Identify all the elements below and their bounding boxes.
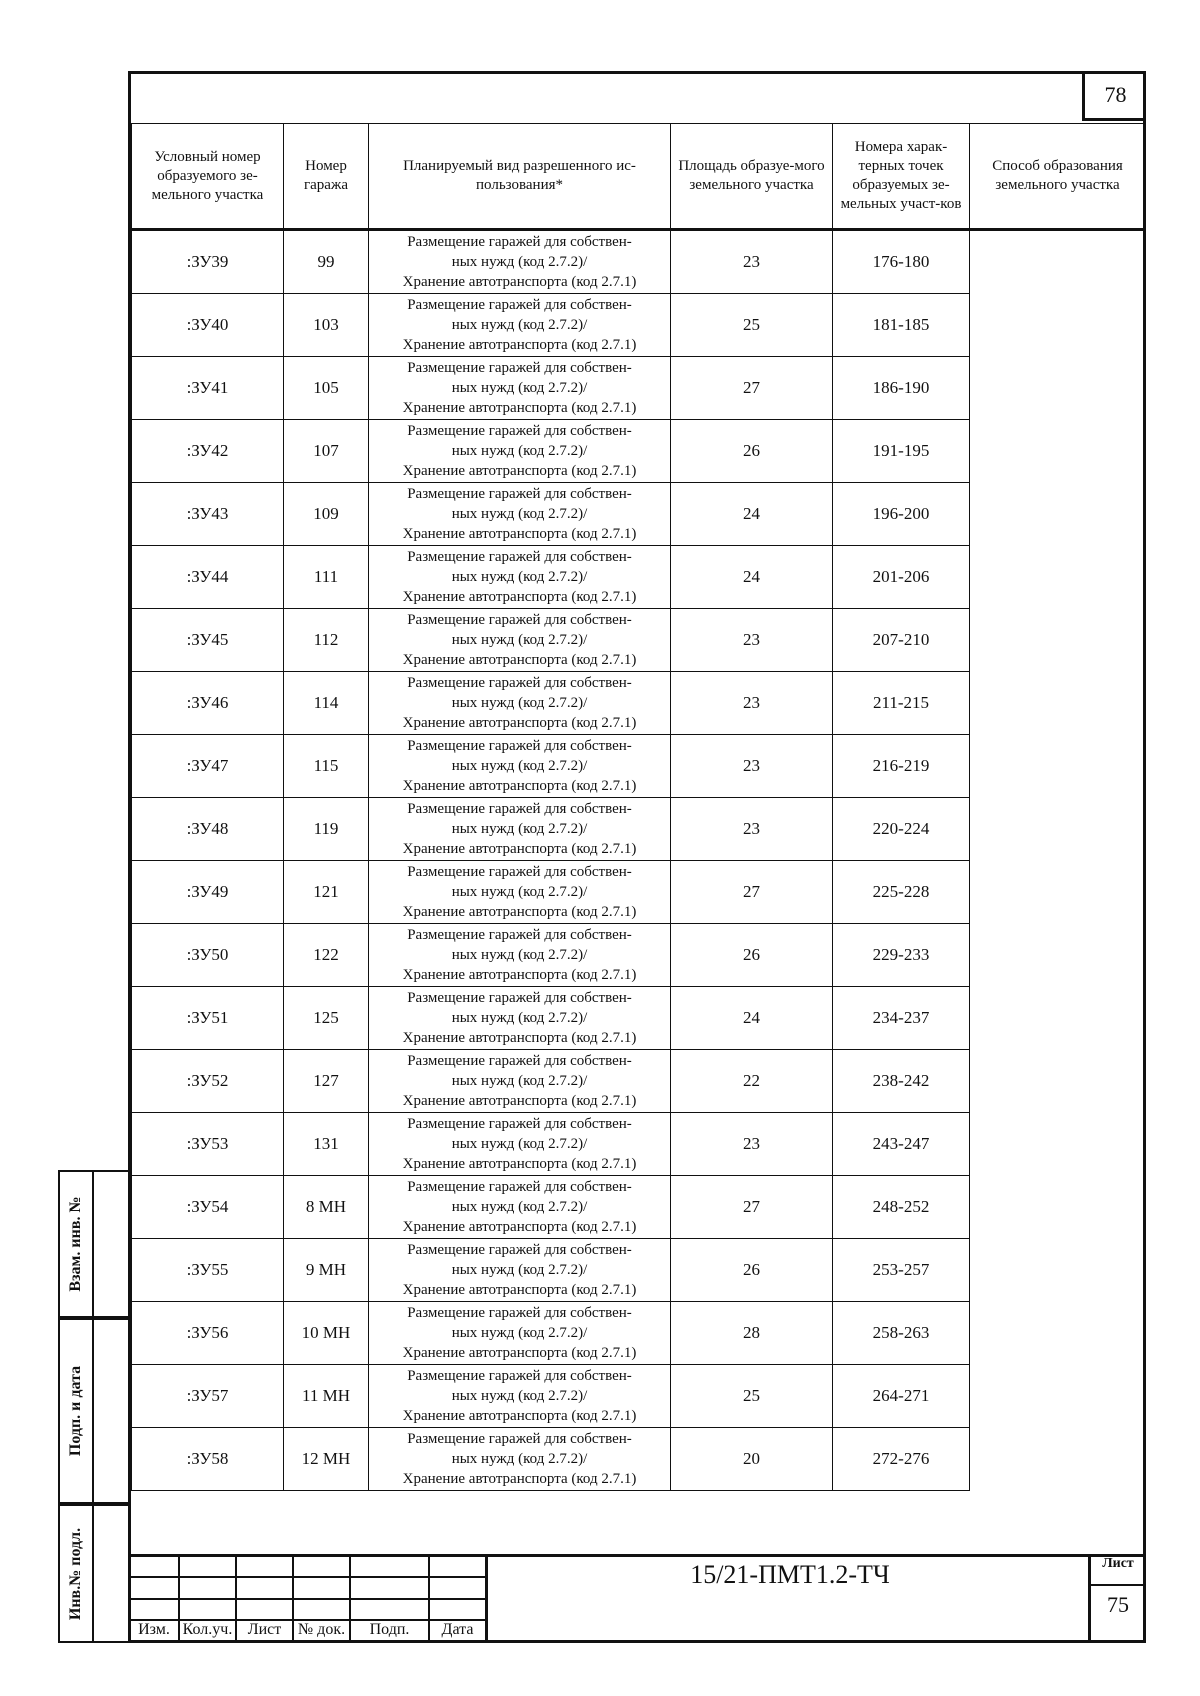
cell-garage-number: 8 МН [284,1176,369,1239]
permitted-use-line: Хранение автотранспорта (код 2.7.1) [402,778,637,794]
cell-formation-method [970,1113,1146,1176]
table-row [132,1050,1146,1113]
cell-permitted-use [369,1113,671,1176]
cell-points: 229-233 [833,924,970,987]
cell-plot-id: :ЗУ47 [132,735,284,798]
cell-points: 186-190 [833,357,970,420]
cell-formation-method [970,1428,1146,1491]
permitted-use-line: Размещение гаражей для собствен- [407,990,632,1006]
permitted-use-line: ных нужд (код 2.7.2)/ [451,254,588,270]
permitted-use-line: ных нужд (код 2.7.2)/ [451,443,588,459]
cell-permitted-use [369,1239,671,1302]
permitted-use-line: ных нужд (код 2.7.2)/ [451,1199,588,1215]
header-area: Площадь образуе-мого земельного участка [671,124,833,230]
permitted-use-line: Хранение автотранспорта (код 2.7.1) [402,1093,637,1109]
cell-plot-id: :ЗУ44 [132,546,284,609]
cell-plot-id: :ЗУ48 [132,798,284,861]
cell-area: 22 [671,1050,833,1113]
cell-points: 207-210 [833,609,970,672]
caption-signature: Подп. [369,1621,410,1638]
cell-plot-id: :ЗУ51 [132,987,284,1050]
cell-formation-method [970,609,1146,672]
cell-permitted-use [369,483,671,546]
cell-garage-number: 119 [284,798,369,861]
cell-area: 20 [671,1428,833,1491]
permitted-use-line: Хранение автотранспорта (код 2.7.1) [402,463,637,479]
cell-area: 23 [671,735,833,798]
cell-area: 26 [671,420,833,483]
table-row [132,924,1146,987]
sheet-label: Лист [1102,1556,1134,1571]
table-row [132,420,1146,483]
cell-garage-number: 125 [284,987,369,1050]
cell-points: 220-224 [833,798,970,861]
permitted-use-line: ных нужд (код 2.7.2)/ [451,758,588,774]
table-row [132,357,1146,420]
sheet-number: 75 [1107,1592,1129,1617]
cell-permitted-use [369,230,671,294]
document-code: 15/21-ПМТ1.2-ТЧ [690,1560,890,1589]
cell-permitted-use [369,1365,671,1428]
header-permitted-use: Планируемый вид разрешенного ис-пользования* [369,124,671,230]
permitted-use-line: ных нужд (код 2.7.2)/ [451,947,588,963]
cell-permitted-use [369,672,671,735]
header-formation-method: Способ образования земельного участка [970,124,1146,230]
cell-permitted-use [369,1428,671,1491]
permitted-use-line: ных нужд (код 2.7.2)/ [451,380,588,396]
cell-permitted-use [369,924,671,987]
cell-plot-id: :ЗУ39 [132,230,284,294]
cell-area: 25 [671,1365,833,1428]
signature-date-box [58,1318,128,1504]
permitted-use-line: Хранение автотранспорта (код 2.7.1) [402,337,637,353]
permitted-use-line: ных нужд (код 2.7.2)/ [451,1073,588,1089]
permitted-use-line: Хранение автотранспорта (код 2.7.1) [402,526,637,542]
cell-points: 225-228 [833,861,970,924]
cell-permitted-use [369,609,671,672]
permitted-use-line: Размещение гаражей для собствен- [407,927,632,943]
cell-plot-id: :ЗУ53 [132,1113,284,1176]
permitted-use-line: Хранение автотранспорта (код 2.7.1) [402,1156,637,1172]
cell-garage-number: 11 МН [284,1365,369,1428]
caption-sheet: Лист [247,1621,282,1638]
cell-garage-number: 121 [284,861,369,924]
original-inventory-label: Инв.№ подл. [67,1527,84,1620]
permitted-use-line: Хранение автотранспорта (код 2.7.1) [402,841,637,857]
table-row [132,1113,1146,1176]
cell-garage-number: 114 [284,672,369,735]
cell-plot-id: :ЗУ55 [132,1239,284,1302]
cell-garage-number: 10 МН [284,1302,369,1365]
table-row [132,483,1146,546]
cell-points: 253-257 [833,1239,970,1302]
caption-count: Кол.уч. [182,1621,233,1638]
permitted-use-line: ных нужд (код 2.7.2)/ [451,1136,588,1152]
permitted-use-line: Размещение гаражей для собствен- [407,675,632,691]
permitted-use-line: Хранение автотранспорта (код 2.7.1) [402,715,637,731]
cell-formation-method [970,357,1146,420]
table-row [132,230,1146,294]
cell-points: 201-206 [833,546,970,609]
cell-formation-method [970,230,1146,294]
permitted-use-line: ных нужд (код 2.7.2)/ [451,1451,588,1467]
table-row [132,609,1146,672]
permitted-use-line: ных нужд (код 2.7.2)/ [451,1262,588,1278]
cell-plot-id: :ЗУ43 [132,483,284,546]
cell-area: 23 [671,1113,833,1176]
table-row [132,987,1146,1050]
cell-formation-method [970,987,1146,1050]
cell-plot-id: :ЗУ42 [132,420,284,483]
permitted-use-line: Размещение гаражей для собствен- [407,1242,632,1258]
cell-garage-number: 99 [284,230,369,294]
cell-points: 243-247 [833,1113,970,1176]
cell-area: 27 [671,1176,833,1239]
cell-formation-method [970,420,1146,483]
land-plots-table [131,123,1146,1491]
cell-area: 27 [671,357,833,420]
cell-area: 25 [671,294,833,357]
permitted-use-line: Размещение гаражей для собствен- [407,234,632,250]
permitted-use-line: Размещение гаражей для собствен- [407,297,632,313]
permitted-use-line: Хранение автотранспорта (код 2.7.1) [402,589,637,605]
cell-formation-method [970,735,1146,798]
cell-points: 211-215 [833,672,970,735]
cell-area: 26 [671,924,833,987]
permitted-use-line: Размещение гаражей для собствен- [407,1305,632,1321]
original-inventory-box [58,1504,128,1643]
permitted-use-line: ных нужд (код 2.7.2)/ [451,1388,588,1404]
cell-points: 234-237 [833,987,970,1050]
permitted-use-line: Хранение автотранспорта (код 2.7.1) [402,967,637,983]
cell-garage-number: 111 [284,546,369,609]
cell-plot-id: :ЗУ52 [132,1050,284,1113]
cell-formation-method [970,924,1146,987]
cell-points: 272-276 [833,1428,970,1491]
permitted-use-line: Размещение гаражей для собствен- [407,360,632,376]
cell-permitted-use [369,294,671,357]
cell-permitted-use [369,735,671,798]
cell-formation-method [970,798,1146,861]
cell-plot-id: :ЗУ54 [132,1176,284,1239]
permitted-use-line: Размещение гаражей для собствен- [407,612,632,628]
cell-garage-number: 12 МН [284,1428,369,1491]
cell-formation-method [970,672,1146,735]
cell-garage-number: 107 [284,420,369,483]
replacement-inventory-label: Взам. инв. № [67,1196,84,1292]
cell-permitted-use [369,861,671,924]
cell-garage-number: 103 [284,294,369,357]
permitted-use-line: Хранение автотранспорта (код 2.7.1) [402,652,637,668]
cell-plot-id: :ЗУ49 [132,861,284,924]
cell-plot-id: :ЗУ45 [132,609,284,672]
cell-plot-id: :ЗУ41 [132,357,284,420]
cell-formation-method [970,1176,1146,1239]
cell-garage-number: 105 [284,357,369,420]
header-points: Номера харак-терных точек образуемых зе-мельных участ-ков [833,124,970,230]
cell-area: 24 [671,987,833,1050]
permitted-use-line: Хранение автотранспорта (код 2.7.1) [402,274,637,290]
permitted-use-line: ных нужд (код 2.7.2)/ [451,317,588,333]
table-row [132,1176,1146,1239]
cell-garage-number: 122 [284,924,369,987]
permitted-use-line: Размещение гаражей для собствен- [407,549,632,565]
permitted-use-line: Размещение гаражей для собствен- [407,864,632,880]
cell-garage-number: 131 [284,1113,369,1176]
table-row [132,1365,1146,1428]
permitted-use-line: Размещение гаражей для собствен- [407,1368,632,1384]
cell-area: 23 [671,230,833,294]
permitted-use-line: ных нужд (код 2.7.2)/ [451,1325,588,1341]
table-header-row [132,124,1146,230]
cell-formation-method [970,294,1146,357]
cell-formation-method [970,1365,1146,1428]
cell-garage-number: 112 [284,609,369,672]
permitted-use-line: Размещение гаражей для собствен- [407,1116,632,1132]
permitted-use-line: Хранение автотранспорта (код 2.7.1) [402,1408,637,1424]
permitted-use-line: ных нужд (код 2.7.2)/ [451,569,588,585]
table-row [132,1239,1146,1302]
page-number: 78 [1082,71,1146,121]
cell-garage-number: 115 [284,735,369,798]
cell-area: 28 [671,1302,833,1365]
cell-permitted-use [369,1302,671,1365]
caption-change: Изм. [138,1621,170,1638]
cell-points: 216-219 [833,735,970,798]
permitted-use-line: Размещение гаражей для собствен- [407,486,632,502]
cell-points: 264-271 [833,1365,970,1428]
cell-permitted-use [369,1050,671,1113]
cell-plot-id: :ЗУ58 [132,1428,284,1491]
permitted-use-line: Хранение автотранспорта (код 2.7.1) [402,1030,637,1046]
permitted-use-line: ных нужд (код 2.7.2)/ [451,821,588,837]
cell-garage-number: 109 [284,483,369,546]
permitted-use-line: Хранение автотранспорта (код 2.7.1) [402,1345,637,1361]
cell-garage-number: 127 [284,1050,369,1113]
cell-plot-id: :ЗУ57 [132,1365,284,1428]
permitted-use-line: Хранение автотранспорта (код 2.7.1) [402,1471,637,1487]
cell-plot-id: :ЗУ50 [132,924,284,987]
cell-points: 176-180 [833,230,970,294]
signature-date-label: Подп. и дата [67,1365,84,1457]
table-row [132,861,1146,924]
permitted-use-line: ных нужд (код 2.7.2)/ [451,506,588,522]
cell-points: 258-263 [833,1302,970,1365]
cell-permitted-use [369,357,671,420]
permitted-use-line: Размещение гаражей для собствен- [407,423,632,439]
permitted-use-line: Хранение автотранспорта (код 2.7.1) [402,1282,637,1298]
permitted-use-line: ных нужд (код 2.7.2)/ [451,695,588,711]
permitted-use-line: Размещение гаражей для собствен- [407,738,632,754]
cell-plot-id: :ЗУ56 [132,1302,284,1365]
cell-garage-number: 9 МН [284,1239,369,1302]
permitted-use-line: Хранение автотранспорта (код 2.7.1) [402,400,637,416]
cell-area: 23 [671,798,833,861]
cell-permitted-use [369,546,671,609]
cell-formation-method [970,546,1146,609]
cell-points: 196-200 [833,483,970,546]
cell-formation-method [970,861,1146,924]
cell-permitted-use [369,420,671,483]
permitted-use-line: Хранение автотранспорта (код 2.7.1) [402,1219,637,1235]
header-plot-id: Условный номер образуемого зе-мельного участка [132,124,284,230]
cell-area: 23 [671,609,833,672]
cell-plot-id: :ЗУ46 [132,672,284,735]
cell-points: 191-195 [833,420,970,483]
permitted-use-line: ных нужд (код 2.7.2)/ [451,632,588,648]
table-row [132,672,1146,735]
cell-area: 23 [671,672,833,735]
permitted-use-line: ных нужд (код 2.7.2)/ [451,884,588,900]
permitted-use-line: Размещение гаражей для собствен- [407,1053,632,1069]
cell-area: 24 [671,546,833,609]
permitted-use-line: Размещение гаражей для собствен- [407,1431,632,1447]
table-row [132,1428,1146,1491]
cell-area: 24 [671,483,833,546]
cell-formation-method [970,1302,1146,1365]
permitted-use-line: Размещение гаражей для собствен- [407,1179,632,1195]
cell-formation-method [970,1050,1146,1113]
permitted-use-line: ных нужд (код 2.7.2)/ [451,1010,588,1026]
permitted-use-line: Размещение гаражей для собствен- [407,801,632,817]
header-garage-number: Номер гаража [284,124,369,230]
cell-permitted-use [369,798,671,861]
cell-permitted-use [369,987,671,1050]
cell-points: 181-185 [833,294,970,357]
replacement-inventory-box [58,1170,128,1318]
cell-area: 27 [671,861,833,924]
permitted-use-line: Хранение автотранспорта (код 2.7.1) [402,904,637,920]
cell-formation-method [970,1239,1146,1302]
table-row [132,546,1146,609]
table-row [132,735,1146,798]
cell-permitted-use [369,1176,671,1239]
caption-doc-number: № док. [297,1621,346,1638]
cell-plot-id: :ЗУ40 [132,294,284,357]
table-row [132,1302,1146,1365]
cell-formation-method [970,483,1146,546]
table-row [132,798,1146,861]
cell-area: 26 [671,1239,833,1302]
caption-date: Дата [441,1621,474,1638]
cell-points: 248-252 [833,1176,970,1239]
table-row [132,294,1146,357]
cell-points: 238-242 [833,1050,970,1113]
